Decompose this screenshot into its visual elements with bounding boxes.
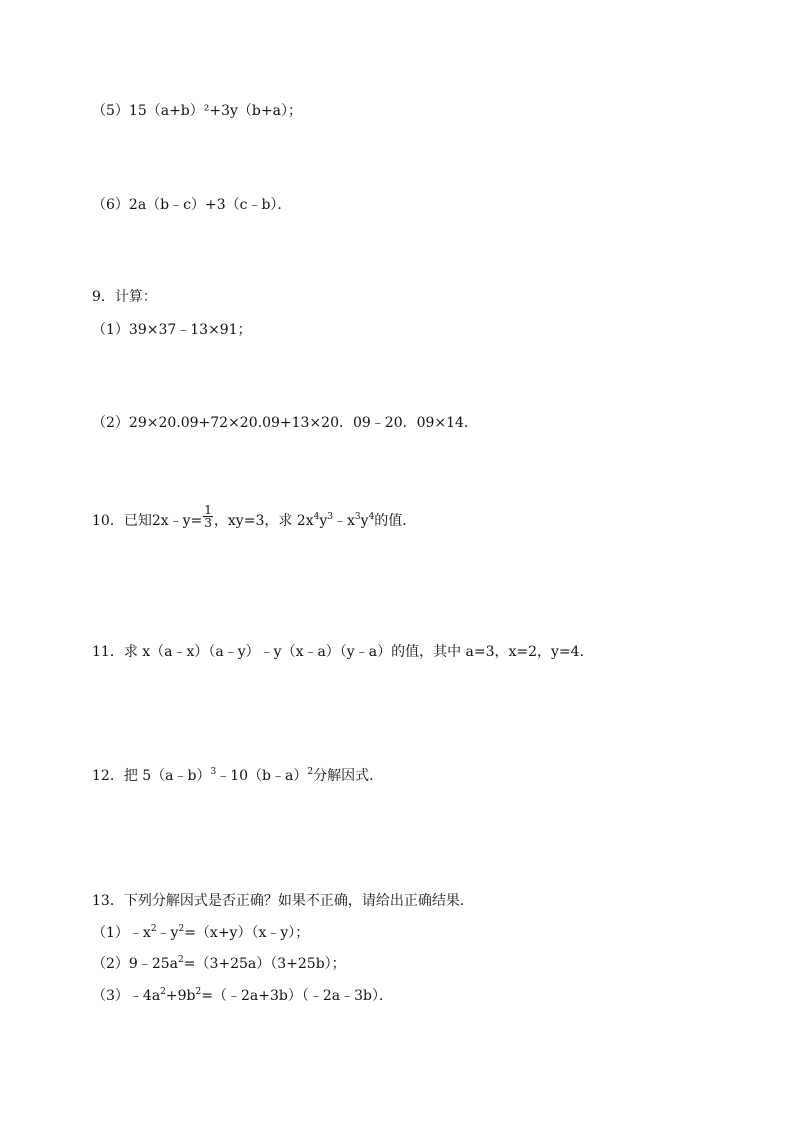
q10-exp3: 3 xyxy=(354,512,361,522)
q12-mid: ﹣10（b﹣a） xyxy=(216,768,308,784)
q13-3-suffix: =（﹣2a+3b）（﹣2a﹣3b）． xyxy=(201,988,393,1004)
q12-exp2: 2 xyxy=(307,767,314,777)
q10-exp2: 3 xyxy=(327,512,333,522)
problem-8-5: （5）15（a+b）²+3y（b+a）； xyxy=(92,103,302,119)
q13-1-prefix: （1）﹣x xyxy=(92,925,151,941)
q10-exp4: 4 xyxy=(368,512,375,522)
question-9-title: 9．计算： xyxy=(92,289,157,305)
q13-1-exp1: 2 xyxy=(150,924,157,934)
q10-exp1: 4 xyxy=(313,512,320,522)
problem-13-2 xyxy=(92,954,346,974)
q10-suffix: 的值． xyxy=(374,513,417,529)
q13-2-suffix: =（3+25a）（3+25b）； xyxy=(183,956,346,972)
q12-exp1: 3 xyxy=(210,767,217,777)
problem-9-1: （1）39×37﹣13×91； xyxy=(92,322,252,338)
q13-2-exp1: 2 xyxy=(177,955,184,965)
q10-prefix: 10．已知2x﹣y= xyxy=(92,513,203,529)
question-10 xyxy=(92,502,417,531)
q13-3-prefix: （3）﹣4a xyxy=(92,988,161,1004)
q13-3-mid: +9b xyxy=(165,988,196,1004)
q13-1-mid: ﹣y xyxy=(156,925,179,941)
fraction-one-third xyxy=(203,504,213,529)
q13-1-exp2: 2 xyxy=(178,924,185,934)
q13-3-exp1: 2 xyxy=(160,987,166,997)
q10-mid2: y xyxy=(319,513,328,529)
problem-8-6: （6）2a（b﹣c）+3（c﹣b）． xyxy=(92,197,292,213)
q12-suffix: 分解因式． xyxy=(313,768,384,784)
q13-1-suffix: =（x+y）（x﹣y）； xyxy=(184,925,310,941)
q13-2-prefix: （2）9﹣25a xyxy=(92,956,178,972)
fraction-denominator: 3 xyxy=(204,515,212,530)
question-12 xyxy=(92,766,383,786)
q10-mid4: y xyxy=(360,513,369,529)
q13-3-exp2: 2 xyxy=(195,987,202,997)
q12-prefix: 12．把 5（a﹣b） xyxy=(92,768,211,784)
question-11: 11．求 x（a﹣x）（a﹣y）﹣y（x﹣a）（y﹣a）的值，其中 a=3，x=2，y=4． xyxy=(92,644,594,660)
q10-mid3: ﹣x xyxy=(333,513,355,529)
problem-13-1 xyxy=(92,923,309,943)
q10-mid: ，xy=3，求 2x xyxy=(213,513,314,529)
question-13-title: 13．下列分解因式是否正确？如果不正确，请给出正确结果． xyxy=(92,893,474,909)
fraction-numerator: 1 xyxy=(204,502,212,517)
problem-13-3 xyxy=(92,986,393,1006)
problem-9-2: （2）29×20.09+72×20.09+13×20．09﹣20．09×14． xyxy=(92,415,478,431)
